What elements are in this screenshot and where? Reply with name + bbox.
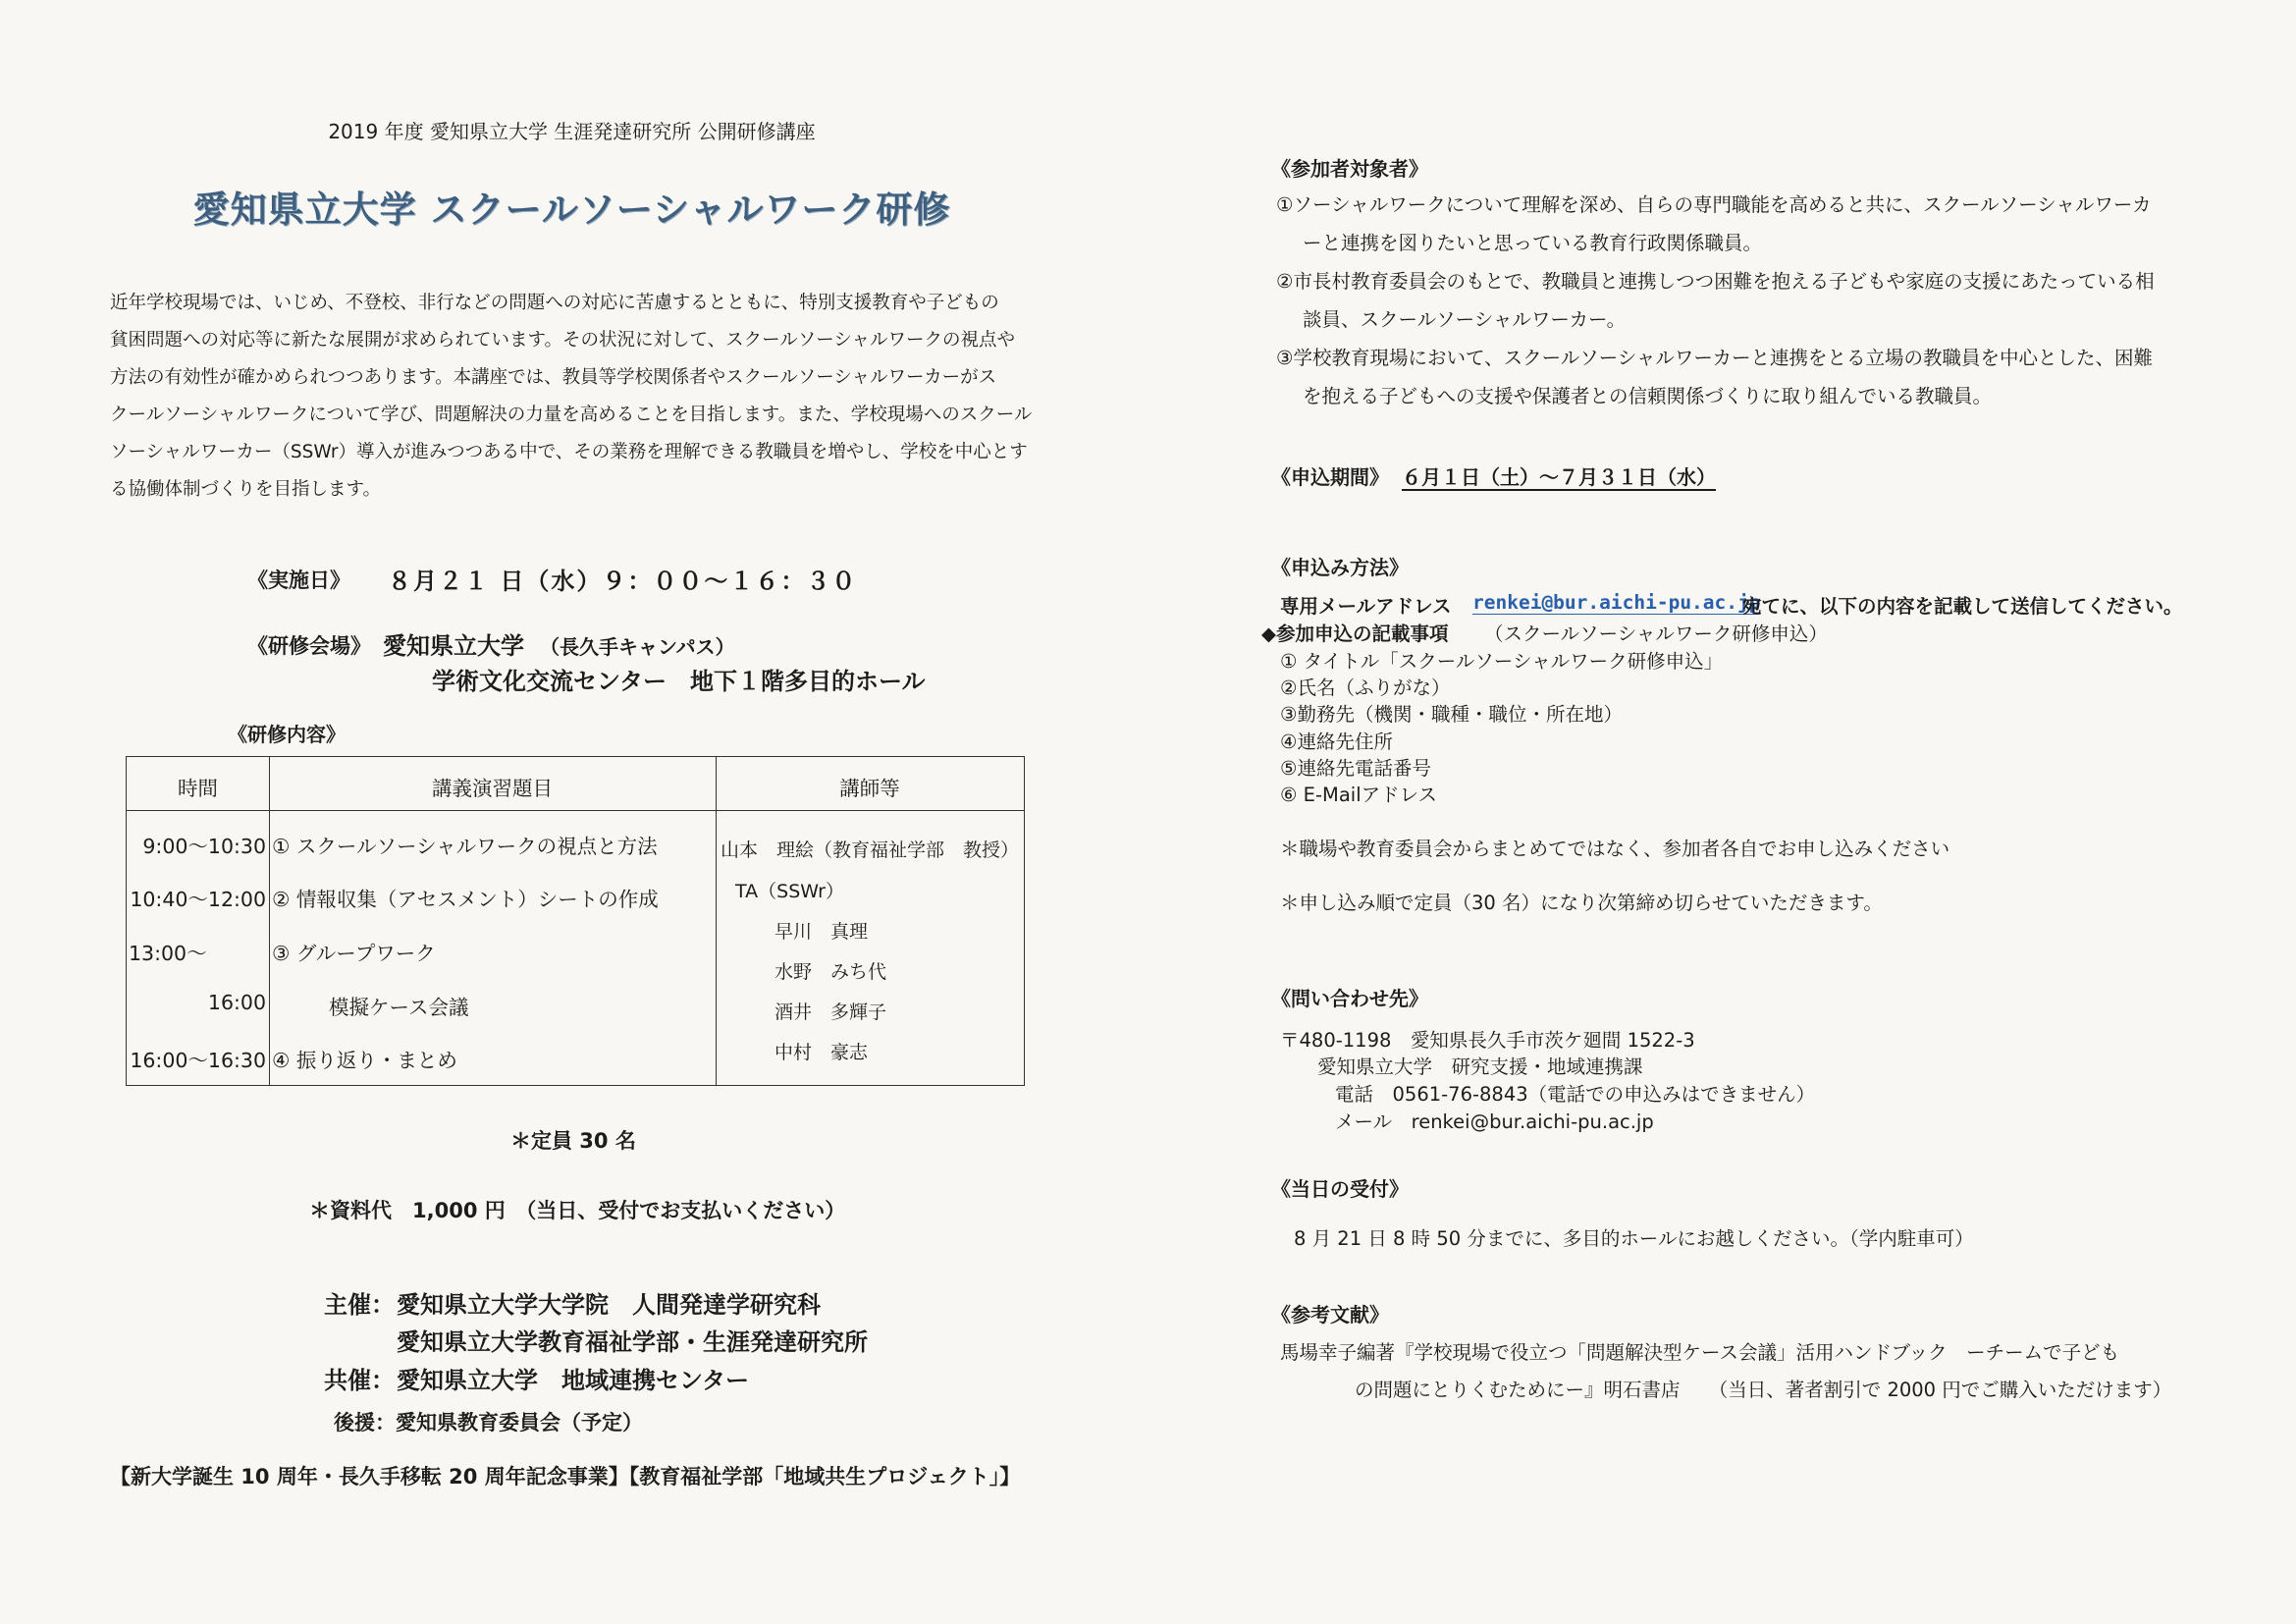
topic-cell: 模擬ケース会議 <box>329 996 469 1019</box>
instructor-main: 山本 理絵（教育福祉学部 教授） <box>721 839 1020 861</box>
items-note: （スクールソーシャルワーク研修申込） <box>1484 623 1828 645</box>
ta-name: 早川 真理 <box>774 921 869 943</box>
email-link[interactable]: renkei@bur.aichi-pu.ac.jp <box>1472 591 1761 614</box>
references-line: 馬場幸子編著『学校現場で役立つ「問題解決型ケース会議」活用ハンドブック ーチームで子ども <box>1280 1341 2120 1364</box>
content-label: 《研修内容》 <box>228 723 346 746</box>
host-2: 愛知県立大学教育福祉学部・生涯発達研究所 <box>397 1328 868 1356</box>
support: 後援：愛知県教育委員会（予定） <box>334 1411 643 1435</box>
intro-line: ソーシャルワーカー（SSWr）導入が進みつつある中で、その業務を理解できる教職員を増やし、学校を中心とす <box>110 442 1028 462</box>
course-table <box>126 756 1025 1086</box>
contact-org: 愛知県立大学 研究支援・地域連携課 <box>1317 1056 1643 1078</box>
participants-line: ①ソーシャルワークについて理解を深め、自らの専門職能を高めると共に、スクールソーシャルワーカ <box>1276 193 2152 216</box>
capacity-note: ＊定員 30 名 <box>510 1129 636 1153</box>
fee-note: ＊資料代 1,000 円 （当日、受付でお支払いください） <box>309 1199 846 1222</box>
references-line: の問題にとりくむためにー』明石書店 （当日、著者割引で 2000 円でご購入いただけます） <box>1355 1379 2172 1401</box>
method-note: ＊職場や教育委員会からまとめてではなく、参加者各自でお申し込みください <box>1280 838 1950 860</box>
method-note: ＊申し込み順で定員（30 名）になり次第締め切らせていただきます。 <box>1280 892 1883 914</box>
footer-left: 【新大学誕生 10 周年・長久手移転 20 周年記念事業】【教育福祉学部「地域共生プロジェクト」】 <box>110 1465 1021 1489</box>
header-top-line: 2019 年度 愛知県立大学 生涯発達研究所 公開研修講座 <box>328 120 816 143</box>
page-title: 愛知県立大学 スクールソーシャルワーク研修 <box>192 189 951 231</box>
intro-line: 貧困問題への対応等に新たな展開が求められています。その状況に対して、スクールソーシャルワークの視点や <box>110 330 1016 351</box>
header-topic: 講義演習題目 <box>432 777 553 800</box>
ta-label: TA（SSWr） <box>735 881 844 902</box>
header-instructor: 講師等 <box>839 777 900 800</box>
items-heading: ◆参加申込の記載事項 <box>1261 623 1449 645</box>
topic-cell: ② 情報収集（アセスメント）シートの作成 <box>272 888 659 911</box>
venue-label: 《研修会場》 <box>247 634 371 658</box>
venue-campus: （長久手キャンパス） <box>540 635 735 659</box>
email-suffix: 宛てに、以下の内容を記載して送信してください。 <box>1742 595 2183 618</box>
time-cell: 16:00～16:30 <box>130 1049 266 1072</box>
method-item: ③勤務先（機関・職種・職位・所在地） <box>1280 703 1623 726</box>
topic-cell: ① スクールソーシャルワークの視点と方法 <box>272 835 658 858</box>
co-host-label: 共催： <box>324 1367 395 1394</box>
time-cell: 16:00 <box>207 991 266 1014</box>
time-cell: 13:00～ <box>129 942 207 965</box>
topic-cell: ④ 振り返り・まとめ <box>272 1049 457 1072</box>
participants-heading: 《参加者対象者》 <box>1271 157 1428 181</box>
method-item: ④連絡先住所 <box>1280 731 1393 753</box>
period-heading: 《申込期間》 <box>1271 465 1389 489</box>
venue-name: 愛知県立大学 <box>383 632 524 660</box>
ta-name: 中村 豪志 <box>774 1042 869 1063</box>
contact-phone: 電話 0561-76-8843（電話での申込みはできません） <box>1335 1083 1816 1106</box>
co-host: 愛知県立大学 地域連携センター <box>397 1367 750 1394</box>
intro-line: クールソーシャルワークについて学び、問題解決の力量を高めることを目指します。また、学校現場へのスクール <box>110 405 1033 425</box>
header-time: 時間 <box>178 777 218 800</box>
contact-address: 〒480-1198 愛知県長久手市茨ケ廻間 1522-3 <box>1280 1029 1695 1052</box>
host-label: 主催： <box>324 1291 395 1319</box>
intro-line: 近年学校現場では、いじめ、不登校、非行などの問題への対応に苦慮するとともに、特別支援教育や子どもの <box>110 293 999 313</box>
period-value: ６月１日（土）～７月３１日（水） <box>1402 465 1716 489</box>
host-1: 愛知県立大学大学院 人間発達学研究科 <box>397 1291 821 1319</box>
method-item: ②氏名（ふりがな） <box>1280 677 1451 699</box>
reception-heading: 《当日の受付》 <box>1271 1177 1409 1201</box>
references-heading: 《参考文献》 <box>1271 1303 1389 1326</box>
participants-line: ②市長村教育委員会のもとで、教職員と連携しつつ困難を抱える子どもや家庭の支援にあたっている相 <box>1276 270 2155 293</box>
date-value: ８月２１ 日（水）９：００～１６：３０ <box>388 568 858 595</box>
participants-line: 談員、スクールソーシャルワーカー。 <box>1303 308 1627 331</box>
participants-line: ーと連携を図りたいと思っている教育行政関係職員。 <box>1303 232 1763 254</box>
date-label: 《実施日》 <box>247 568 350 592</box>
method-item: ⑤連絡先電話番号 <box>1280 757 1431 780</box>
contact-mail: メール renkei@bur.aichi-pu.ac.jp <box>1335 1110 1654 1133</box>
intro-line: る協働体制づくりを目指します。 <box>110 479 382 500</box>
venue-hall: 学術文化交流センター 地下１階多目的ホール <box>432 668 926 695</box>
ta-name: 水野 みち代 <box>774 961 887 983</box>
ta-name: 酒井 多輝子 <box>774 1001 887 1023</box>
method-heading: 《申込み方法》 <box>1271 556 1409 579</box>
time-cell: 10:40～12:00 <box>130 888 266 911</box>
participants-line: を抱える子どもへの支援や保護者との信頼関係づくりに取り組んでいる教職員。 <box>1303 385 1993 407</box>
topic-cell: ③ グループワーク <box>272 942 436 965</box>
method-item: ① タイトル「スクールソーシャルワーク研修申込」 <box>1280 650 1724 673</box>
contact-heading: 《問い合わせ先》 <box>1271 987 1428 1010</box>
method-item: ⑥ E-Mailアドレス <box>1280 784 1438 806</box>
participants-line: ③学校教育現場において、スクールソーシャルワーカーと連携をとる立場の教職員を中心とした、困難 <box>1276 347 2154 369</box>
intro-line: 方法の有効性が確かめられつつあります。本講座では、教員等学校関係者やスクールソーシャルワーカーがス <box>110 367 997 388</box>
reception-text: 8 月 21 日 8 時 50 分までに、多目的ホールにお越しください。（学内駐車可） <box>1294 1227 1974 1250</box>
time-cell: 9:00～10:30 <box>142 835 266 858</box>
email-prefix: 専用メールアドレス <box>1280 595 1452 618</box>
